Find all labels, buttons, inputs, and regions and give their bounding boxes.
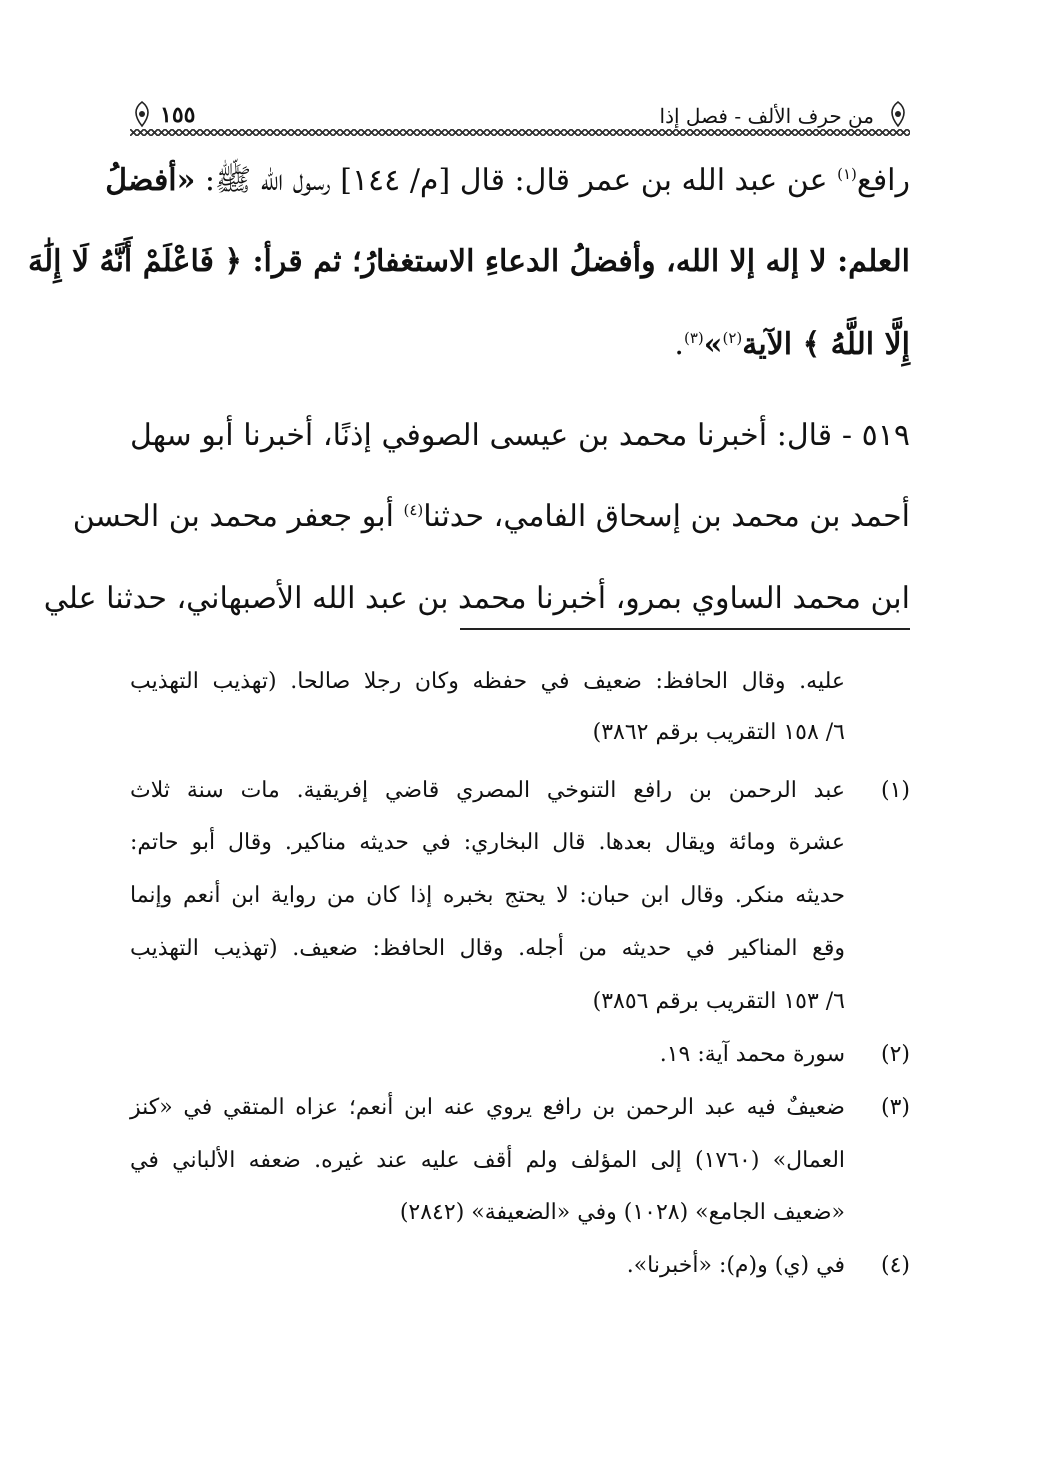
main-line-1 [105,153,910,209]
footnote-line: عشرة ومائة ويقال بعدها. قال البخاري: في حديثه مناكير. وقال أبو حاتم: [130,830,845,855]
footnote-ref[interactable]: (٤) [403,501,424,519]
hadith-quote: العلم: لا إله إلا الله، وأفضلُ الدعاءِ الاستغفارُ؛ ثم قرأ: ﴿ فَاعْلَمْ أَنَّهُ لَا إِلَٰهَ [27,244,910,279]
footnote-line: في (ي) و(م): «أخبرنا». [626,1253,845,1278]
hadith-quote: «أفضلُ [105,163,196,198]
footnote-ref[interactable]: (١) [837,165,857,183]
main-line-6 [43,571,910,627]
footnote-number: (٤) [880,1253,910,1278]
quote-close: » [703,327,723,362]
footnote-line: وقع المناكير في حديثه من أجله. وقال الحافظ: ضعيف. (تهذيب التهذيب [130,936,845,961]
footnote-continuation-line: عليه. وقال الحافظ: ضعيف في حفظه وكان رجلا صالحا. (تهذيب التهذيب [130,669,845,694]
footnote-separator [460,628,910,630]
header-ornament-left [130,100,154,128]
footnote-line: حديثه منكر. وقال ابن حبان: لا يحتج بخبره إذا كان من رواية ابن أنعم وإنما [130,883,845,908]
header-ornamental-rule [130,129,910,136]
footnote-line: «ضعيف الجامع» (١٠٢٨) وفي «الضعيفة» (٢٨٤٢) [399,1200,845,1225]
main-line-2 [27,234,910,290]
page-number: ١٥٥ [160,102,196,128]
main-line-4 [130,408,910,464]
quran-quote: إِلَّا اللَّهُ ﴾ الآية [742,327,910,362]
footnote-continuation-line: ٦/ ١٥٨ التقريب برقم ٣٨٦٢) [592,720,845,745]
footnote-line: العمال» (١٧٦٠) إلى المؤلف ولم أقف عليه عند غيره. ضعفه الألباني في [130,1148,846,1173]
footnote-number: (٢) [880,1042,910,1067]
text-run: ابن محمد الساوي بمرو، أخبرنا محمد بن عبد الله الأصبهاني، حدثنا علي [43,581,910,616]
footnote-line: ٦/ ١٥٣ التقريب برقم ٣٨٥٦) [592,989,845,1014]
footnote-line: عبد الرحمن بن رافع التنوخي المصري قاضي إفريقية. مات سنة ثلاث [130,778,845,803]
text-run: . [674,327,684,362]
main-line-5 [72,489,910,545]
running-header [130,96,910,136]
hadith-519-start: ٥١٩ - قال: أخبرنا محمد بن عيسى الصوفي إذنًا، أخبرنا أبو سهل [130,418,910,453]
footnote-line: سورة محمد آية: ١٩. [659,1042,845,1067]
text-run: عن عبد الله بن عمر قال: قال [م/ ١٤٤] رسول الله ﷺ: [195,163,838,198]
text-run: رافع [856,163,910,198]
header-ornament-right [886,100,910,128]
footnote-number: (٣) [880,1095,910,1120]
footnote-ref[interactable]: (٢) [722,329,743,347]
footnote-number: (١) [880,778,910,803]
footnote-ref[interactable]: (٣) [683,329,704,347]
text-run: أحمد بن محمد بن إسحاق الفامي، حدثنا [423,499,910,534]
text-run: أبو جعفر محمد بن الحسن [72,499,404,534]
header-title: من حرف الألف - فصل إذا [659,104,874,128]
footnote-line: ضعيفٌ فيه عبد الرحمن بن رافع يروي عنه ابن أنعم؛ عزاه المتقي في «كنز [130,1095,845,1120]
main-line-3 [130,317,910,373]
